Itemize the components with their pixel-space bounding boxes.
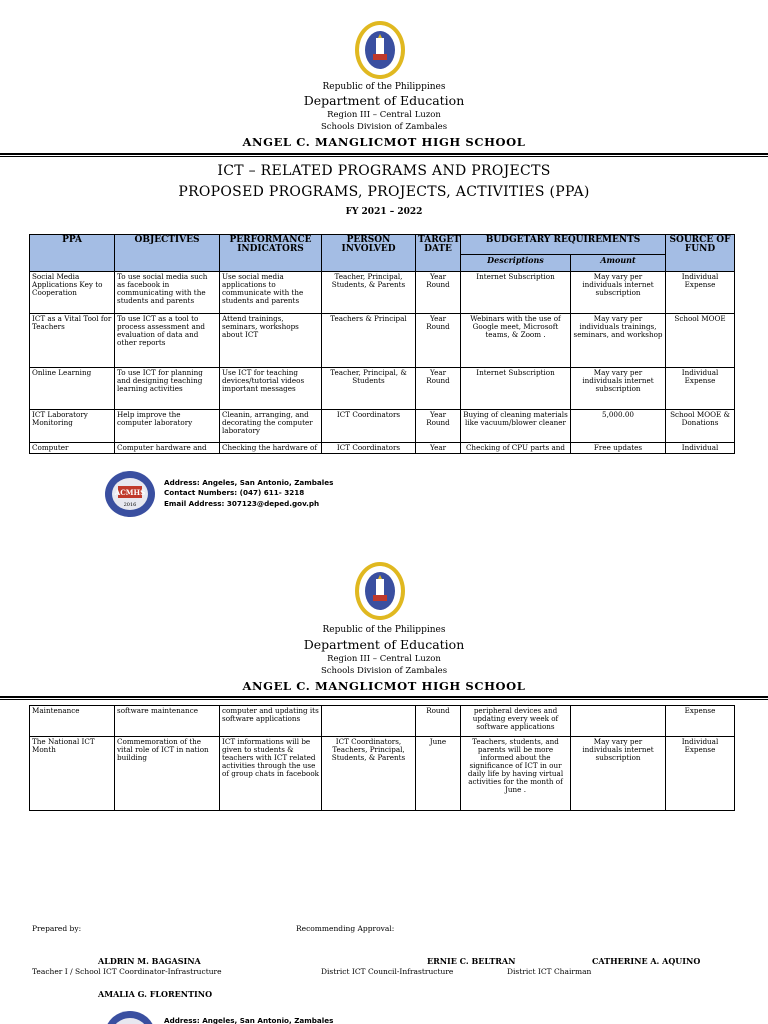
document-subtitle: PROPOSED PROGRAMS, PROJECTS, ACTIVITIES (PPA) [178, 184, 590, 200]
deped-seal-icon [354, 20, 406, 80]
logo-text: ACMHS [114, 488, 146, 497]
cell-objectives: To use ICT as a tool to process assessment and evaluation of data and other reports [115, 314, 220, 368]
table-row [30, 410, 735, 443]
cell-performance: Use social media applications to communicate with the students and parents [220, 272, 322, 314]
cell-ppa: ICT as a Vital Tool for Teachers [30, 314, 115, 368]
department-line: Department of Education [303, 637, 465, 652]
header-source-of-fund: SOURCE OF FUND [666, 235, 735, 272]
cell-person: ICT Coordinators [322, 410, 416, 443]
header-divider [0, 696, 768, 698]
cell-objectives: To use ICT for planning and designing teaching learning activities [115, 368, 220, 410]
recommending-approval-label: Recommending Approval: [296, 924, 395, 933]
header-person-involved: PERSON INVOLVED [322, 235, 416, 272]
cell-source: School MOOE & Donations [666, 410, 735, 443]
header-objectives: OBJECTIVES [115, 235, 220, 272]
republic-line: Republic of the Philippines [322, 82, 446, 92]
contact-text: Contact Numbers: (047) 611- 3218 [164, 488, 305, 498]
cell-source: School MOOE [666, 314, 735, 368]
header-performance-indicators: PERFORMANCE INDICATORS [220, 235, 322, 272]
signatory-name-3: CATHERINE A. AQUINO [592, 956, 701, 966]
cell-person: Teachers & Principal [322, 314, 416, 368]
cell-target: Year Round [416, 272, 461, 314]
ppa-table-page1 [29, 234, 735, 454]
address-text: Address: Angeles, San Antonio, Zambales [164, 1016, 334, 1024]
address-footer [104, 470, 344, 518]
cell-source: Individual [666, 443, 735, 454]
cell-target: Year [416, 443, 461, 454]
signatory-role-1: Teacher I / School ICT Coordinator-Infrastructure [32, 967, 222, 976]
header-budgetary-requirements: BUDGETARY REQUIREMENTS [461, 235, 666, 255]
signatory-name-2: ERNIE C. BELTRAN [427, 956, 516, 966]
cell-ppa: The National ICT Month [30, 737, 115, 811]
cell-source: Individual Expense [666, 737, 735, 811]
cell-description: Teachers, students, and parents will be more informed about the significance of ICT in our daily life by having virtual activities for the month of June . [461, 737, 571, 811]
region-line: Region III – Central Luzon [327, 654, 441, 664]
cell-description: Webinars with the use of Google meet, Microsoft teams, & Zoom . [461, 314, 571, 368]
cell-ppa: Maintenance [30, 706, 115, 737]
school-name: ANGEL C. MANGLICMOT HIGH SCHOOL [242, 679, 526, 693]
cell-amount: Free updates [571, 443, 666, 454]
cell-person: ICT Coordinators, Teachers, Principal, Students, & Parents [322, 737, 416, 811]
email-text: Email Address: 307123@deped.gov.ph [164, 498, 320, 508]
republic-line: Republic of the Philippines [322, 625, 446, 635]
table-row [30, 443, 735, 454]
cell-objectives: software maintenance [115, 706, 220, 737]
table-row [30, 368, 735, 410]
division-line: Schools Division of Zambales [320, 666, 448, 676]
signatory-role-2: District ICT Council-Infrastructure [321, 967, 454, 976]
cell-objectives: Commemoration of the vital role of ICT in nation building [115, 737, 220, 811]
cell-performance: computer and updating its software applications [220, 706, 322, 737]
cell-person: ICT Coordinators [322, 443, 416, 454]
cell-ppa: Online Learning [30, 368, 115, 410]
cell-person [322, 706, 416, 737]
cell-objectives: To use social media such as facebook in communicating with the students and parents [115, 272, 220, 314]
cell-person: Teacher, Principal, & Students [322, 368, 416, 410]
department-line: Department of Education [303, 93, 465, 108]
header-target-date: TARGET DATE [416, 235, 461, 272]
cell-performance: Cleanin, arranging, and decorating the computer laboratory [220, 410, 322, 443]
school-name: ANGEL C. MANGLICMOT HIGH SCHOOL [242, 135, 526, 149]
cell-description: Internet Subscription [461, 368, 571, 410]
table-row [30, 314, 735, 368]
logo-year: 2016 [123, 502, 137, 508]
cell-amount: 5,000.00 [571, 410, 666, 443]
cell-performance: Checking the hardware of [220, 443, 322, 454]
cell-description: Buying of cleaning materials like vacuum/blower cleaner [461, 410, 571, 443]
cell-performance: Use ICT for teaching devices/tutorial videos important messages [220, 368, 322, 410]
cell-ppa: ICT Laboratory Monitoring [30, 410, 115, 443]
cell-target: Round [416, 706, 461, 737]
cell-person: Teacher, Principal, Students, & Parents [322, 272, 416, 314]
cell-amount: May vary per individuals internet subscription [571, 368, 666, 410]
cell-source: Expense [666, 706, 735, 737]
signatory-name-1: ALDRIN M. BAGASINA [98, 956, 201, 966]
cell-ppa: Social Media Applications Key to Cooperation [30, 272, 115, 314]
header-amount: Amount [571, 255, 666, 272]
cell-amount: May vary per individuals internet subscription [571, 737, 666, 811]
deped-seal-icon [354, 561, 406, 621]
division-line: Schools Division of Zambales [320, 122, 448, 132]
header-descriptions: Descriptions [461, 255, 571, 272]
table-row [30, 272, 735, 314]
cell-performance: ICT informations will be given to students & teachers with ICT related activities through the use of group chats in facebook [220, 737, 322, 811]
cell-amount: May vary per individuals trainings, seminars, and workshop [571, 314, 666, 368]
cell-description: Internet Subscription [461, 272, 571, 314]
header-divider [0, 153, 768, 155]
cell-amount [571, 706, 666, 737]
cell-objectives: Help improve the computer laboratory [115, 410, 220, 443]
table-row [30, 737, 735, 811]
region-line: Region III – Central Luzon [327, 110, 441, 120]
cell-target: June [416, 737, 461, 811]
address-text: Address: Angeles, San Antonio, Zambales [164, 478, 334, 487]
cell-amount: May vary per individuals internet subscription [571, 272, 666, 314]
signatory-role-3: District ICT Chairman [507, 967, 592, 976]
cell-target: Year Round [416, 368, 461, 410]
signatory-name-4: AMALIA G. FLORENTINO [98, 989, 213, 999]
header-divider-thin [0, 699, 768, 700]
header-ppa: PPA [30, 235, 115, 272]
cell-objectives: Computer hardware and [115, 443, 220, 454]
cell-target: Year Round [416, 410, 461, 443]
school-logo-icon [104, 1010, 156, 1024]
fiscal-year: FY 2021 – 2022 [345, 207, 423, 217]
cell-source: Individual Expense [666, 368, 735, 410]
cell-description: Checking of CPU parts and [461, 443, 571, 454]
ppa-table-page2 [29, 705, 735, 811]
cell-performance: Attend trainings, seminars, workshops about ICT [220, 314, 322, 368]
cell-target: Year Round [416, 314, 461, 368]
cell-ppa: Computer [30, 443, 115, 454]
document-title: ICT – RELATED PROGRAMS AND PROJECTS [217, 163, 551, 179]
header-divider-thin [0, 156, 768, 157]
address-footer [104, 1010, 344, 1024]
cell-source: Individual Expense [666, 272, 735, 314]
table-row [30, 706, 735, 737]
school-logo-icon [104, 470, 156, 522]
cell-description: peripheral devices and updating every week of software applications [461, 706, 571, 737]
prepared-by-label: Prepared by: [32, 924, 82, 933]
